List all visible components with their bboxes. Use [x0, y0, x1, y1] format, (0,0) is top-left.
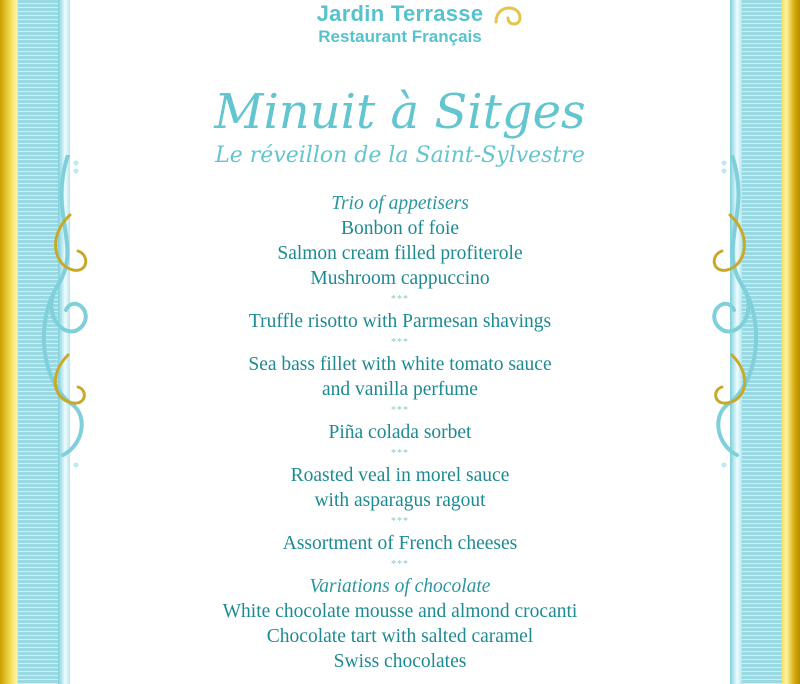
course-separator: *** — [391, 337, 409, 348]
menu-item: Bonbon of foie — [340, 218, 460, 239]
dessert-heading: Variations of chocolate — [309, 576, 491, 597]
restaurant-tagline: Restaurant Français — [318, 27, 482, 46]
course-separator: *** — [391, 516, 409, 527]
menu-item: Sea bass fillet with white tomato sauce — [248, 354, 552, 375]
menu-content — [70, 0, 730, 684]
restaurant-name: Jardin Terrasse — [316, 1, 484, 26]
menu-item: Chocolate tart with salted caramel — [266, 626, 534, 647]
menu-item: Mushroom cappuccino — [310, 268, 490, 289]
course-separator: *** — [391, 405, 409, 416]
menu-item: with asparagus ragout — [314, 490, 486, 511]
course-separator: *** — [391, 294, 409, 305]
menu-item: White chocolate mousse and almond crocanti — [222, 601, 578, 622]
menu-item: and vanilla perfume — [322, 379, 478, 400]
appetisers-heading: Trio of appetisers — [331, 193, 469, 214]
course-separator: *** — [391, 448, 409, 459]
menu-item: Piña colada sorbet — [328, 422, 472, 443]
course-list — [70, 191, 730, 674]
menu-item: Roasted veal in morel sauce — [290, 465, 510, 486]
menu-title: Minuit à Sitges — [214, 84, 586, 140]
menu-item: Assortment of French cheeses — [282, 533, 518, 554]
menu-item: Swiss chocolates — [333, 651, 467, 672]
menu-item: Salmon cream filled profiterole — [277, 243, 523, 264]
restaurant-header — [70, 2, 730, 48]
menu-item: Truffle risotto with Parmesan shavings — [248, 311, 552, 332]
menu-subtitle: Le réveillon de la Saint-Sylvestre — [215, 143, 585, 168]
course-separator: *** — [391, 559, 409, 570]
restaurant-logo-icon — [490, 0, 526, 30]
